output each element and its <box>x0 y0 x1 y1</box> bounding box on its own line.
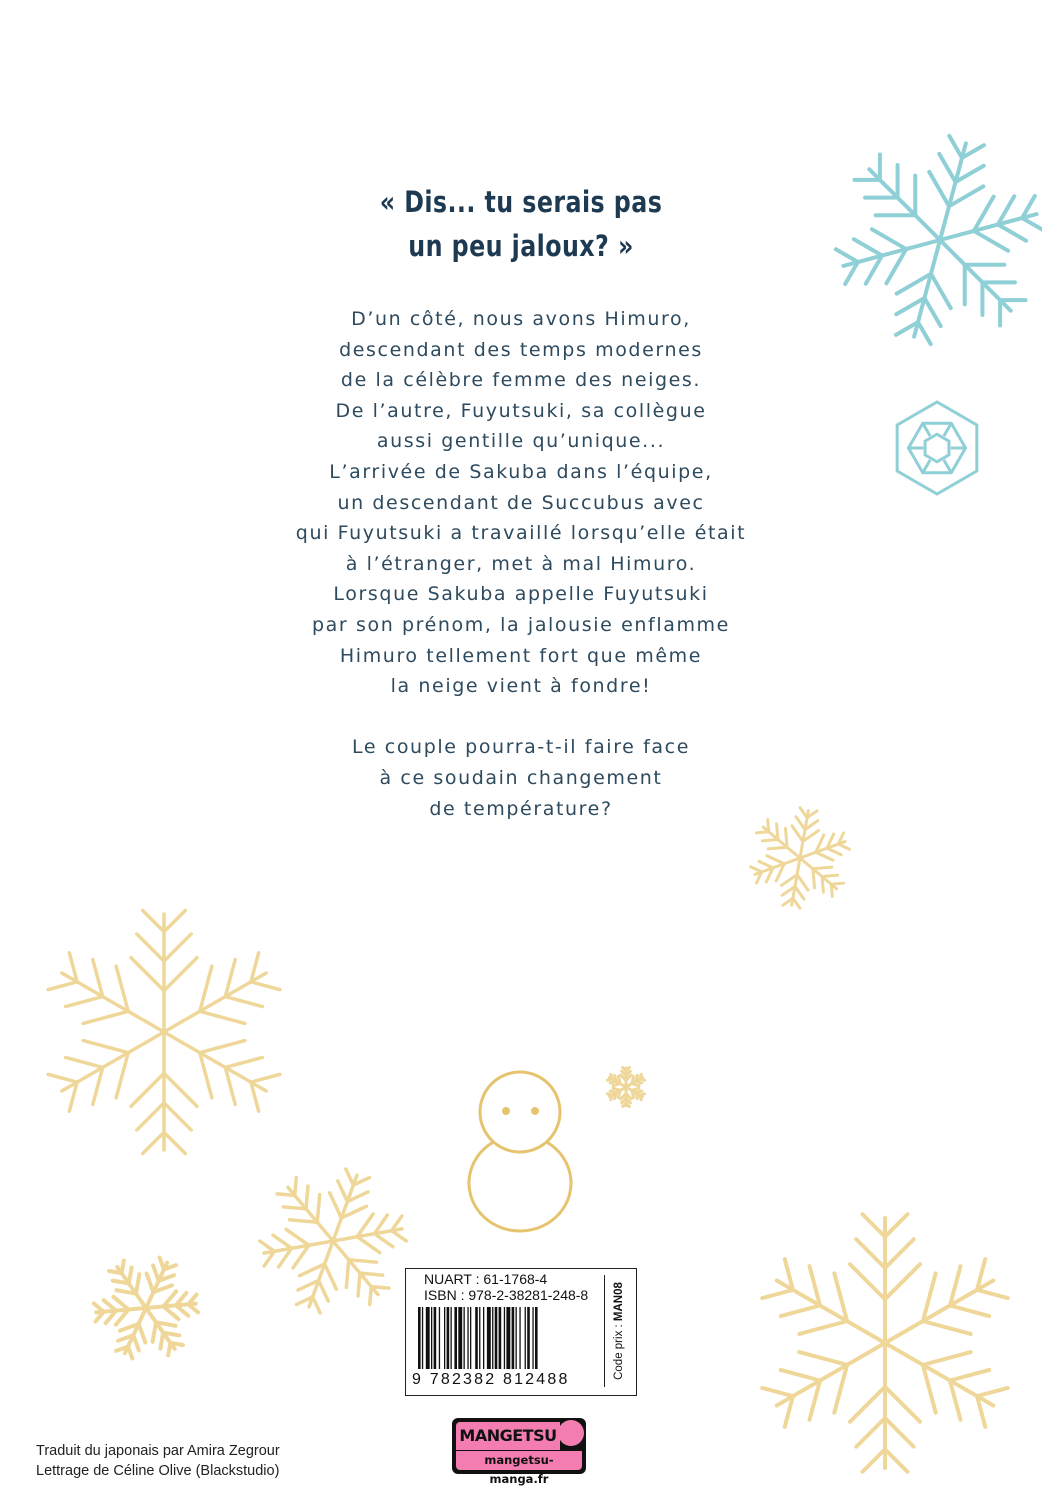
snowflake-icon <box>606 1067 645 1106</box>
synopsis-line: un descendant de Succubus avec <box>337 491 705 514</box>
snowflake-icon <box>756 1214 1014 1472</box>
barcode-digits: 9 782382 812488 <box>412 1371 570 1388</box>
synopsis-line: la neige vient à fondre! <box>390 675 652 698</box>
lettering-credit: Lettrage de Céline Olive (Blackstudio) <box>36 1463 280 1479</box>
publisher-logo <box>452 1418 586 1486</box>
publisher-url: mangetsu-manga.fr <box>456 1451 582 1470</box>
synopsis-line: Le couple pourra-t-il faire face <box>352 736 690 759</box>
price-code <box>604 1275 633 1387</box>
barcode-icon <box>412 1307 602 1371</box>
price-code-value: MAN08 <box>613 1282 625 1322</box>
synopsis <box>0 304 1042 824</box>
tagline-line-2: un peu jaloux? » <box>408 229 634 263</box>
synopsis-line: De l’autre, Fuyutsuki, sa collègue <box>335 399 707 422</box>
synopsis-line: descendant des temps modernes <box>339 338 703 361</box>
price-code-text <box>613 1282 625 1380</box>
barcode-panel <box>405 1268 637 1396</box>
synopsis-line: Lorsque Sakuba appelle Fuyutsuki <box>333 583 709 606</box>
synopsis-line: par son prénom, la jalousie enflamme <box>312 613 730 636</box>
synopsis-line: D’un côté, nous avons Himuro, <box>351 308 691 330</box>
isbn-code: ISBN : 978-2-38281-248-8 <box>424 1287 589 1303</box>
synopsis-line: à l’étranger, met à mal Himuro. <box>345 552 697 575</box>
synopsis-line: aussi gentille qu’unique... <box>376 430 666 453</box>
tagline <box>94 180 948 268</box>
tagline-line-1: « Dis... tu serais pas <box>379 185 663 219</box>
translation-credit: Traduit du japonais par Amira Zegrour <box>36 1443 280 1459</box>
price-code-label: Code prix : <box>613 1321 625 1380</box>
synopsis-line: de la célèbre femme des neiges. <box>340 369 702 392</box>
snowman-icon <box>469 1072 571 1231</box>
publisher-name: MANGETSU <box>456 1422 560 1450</box>
synopsis-line: L’arrivée de Sakuba dans l’équipe, <box>329 460 713 483</box>
snowflake-icon <box>42 910 286 1153</box>
nuart-code: NUART : 61-1768-4 <box>424 1271 548 1287</box>
snowflake-icon <box>240 1149 425 1334</box>
synopsis-line: de température? <box>429 797 613 820</box>
synopsis-line: Himuro tellement fort que même <box>339 644 703 667</box>
credits <box>36 1441 280 1481</box>
synopsis-line: à ce soudain changement <box>379 766 663 789</box>
paragraph-gap <box>0 702 1042 733</box>
snowflake-icon <box>77 1240 214 1377</box>
moon-icon <box>558 1420 584 1446</box>
synopsis-line: qui Fuyutsuki a travaillé lorsqu’elle était <box>295 522 747 545</box>
